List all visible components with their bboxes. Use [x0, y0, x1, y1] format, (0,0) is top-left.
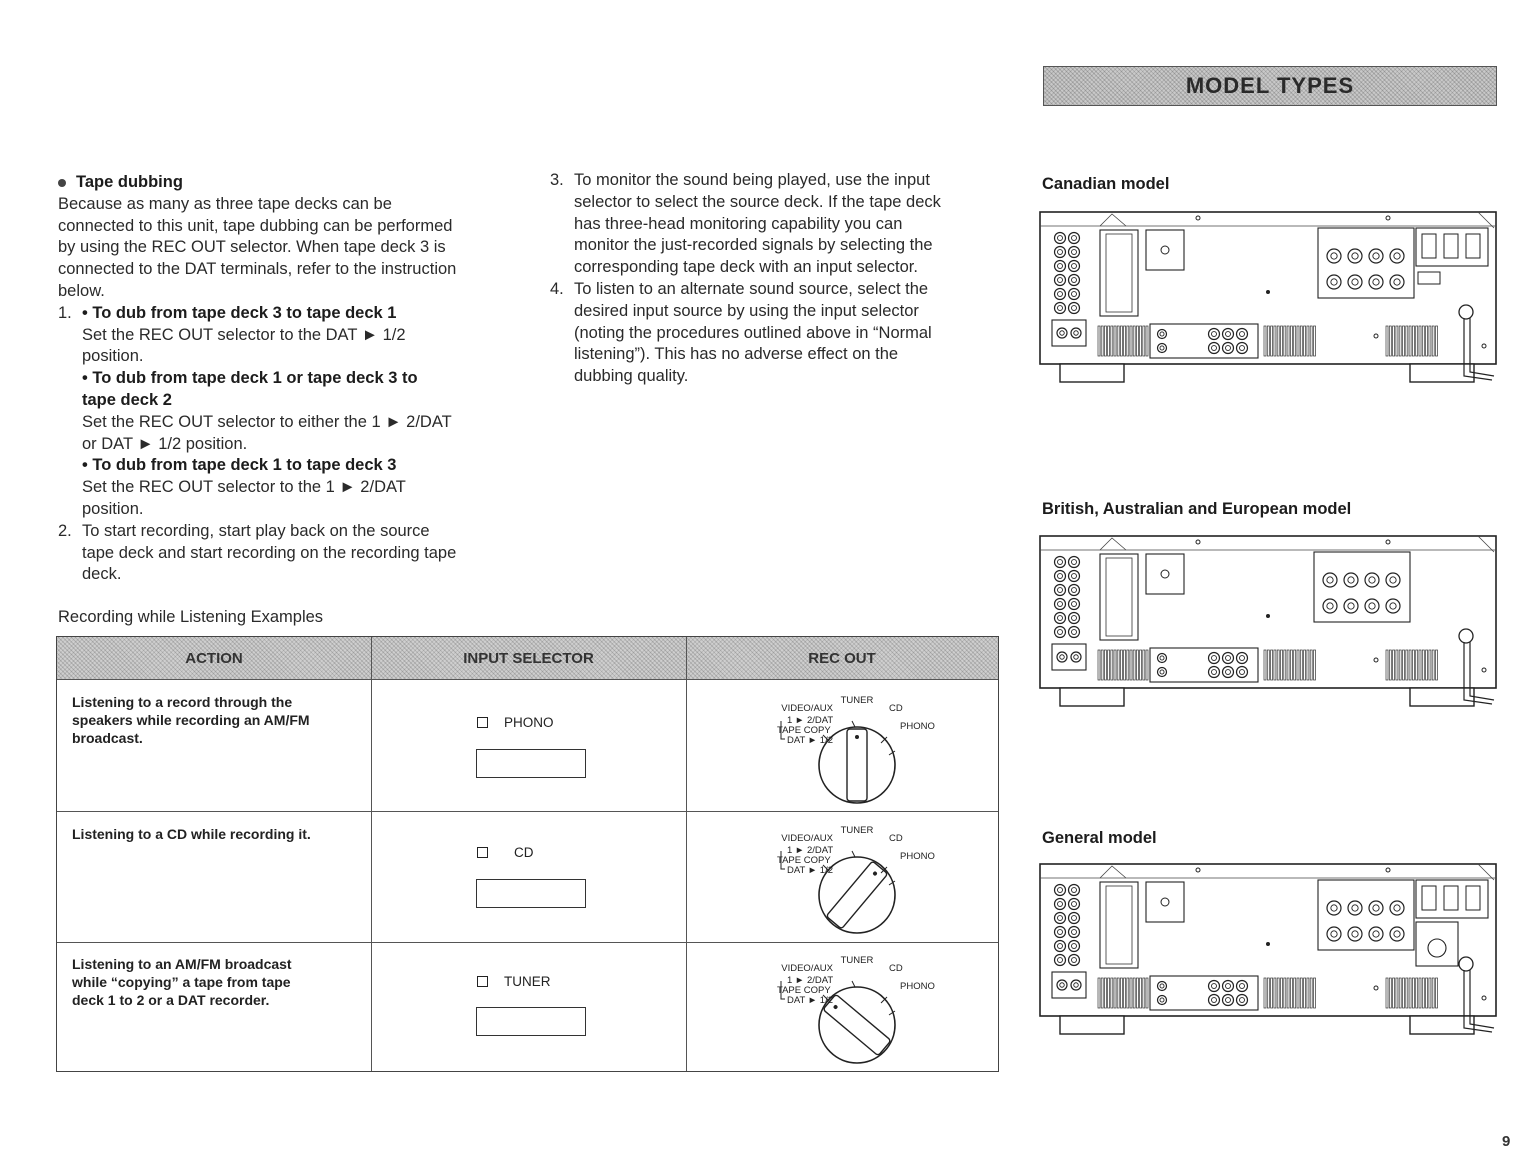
rca-jack	[1237, 667, 1248, 678]
step-text: corresponding tape deck with an input selector.	[574, 258, 918, 277]
rca-jack	[1055, 275, 1066, 286]
rca-jack	[1069, 913, 1080, 924]
action-text: Listening to a record through the speakers while recording an AM/FM broadcast.	[72, 694, 310, 746]
model-label-general: General model	[1042, 829, 1157, 847]
checkbox-icon	[477, 976, 488, 987]
step-1	[58, 303, 518, 521]
knob-pointer	[847, 729, 867, 801]
step-text: dubbing quality.	[574, 367, 689, 386]
voltage-selector	[1416, 922, 1458, 966]
rca-jack	[1158, 996, 1167, 1005]
substep-title: • To dub from tape deck 1 or tape deck 3 to	[82, 369, 418, 388]
step-text: To monitor the sound being played, use the input	[574, 171, 930, 189]
rec-out-selector-knob	[737, 947, 937, 1067]
rca-jack	[1365, 599, 1379, 613]
rca-jack	[1209, 995, 1220, 1006]
page-number: 9	[1502, 1133, 1511, 1150]
knob-label-tuner: TUNER	[840, 955, 874, 966]
rca-jack	[1223, 667, 1234, 678]
rca-jack	[1055, 885, 1066, 896]
row-divider	[57, 811, 998, 812]
rca-jack	[1158, 344, 1167, 353]
foot	[1060, 688, 1124, 706]
rca-jack	[1158, 982, 1167, 991]
rca-jack	[1055, 599, 1066, 610]
knob-label-1-2-dat: 1 ► 2/DAT	[787, 975, 834, 986]
rca-jack	[1323, 599, 1337, 613]
rca-jack	[1223, 981, 1234, 992]
section-banner	[1043, 66, 1497, 106]
step-text: listening”). This has no adverse effect on the	[574, 345, 899, 364]
rca-jack	[1223, 995, 1234, 1006]
rca-jack	[1069, 927, 1080, 938]
rec-out-selector-knob	[737, 817, 937, 937]
rca-jack	[1327, 927, 1341, 941]
power-cord-bushing	[1459, 629, 1473, 643]
recording-examples-table	[56, 636, 999, 1072]
knob-label-phono: PHONO	[900, 981, 935, 992]
rca-jack	[1327, 249, 1341, 263]
rca-jack	[1057, 652, 1067, 662]
section-heading: Tape dubbing	[58, 172, 518, 194]
general-model-rear-panel	[1038, 860, 1498, 1035]
european-model-rear-panel	[1038, 532, 1498, 707]
rca-jack	[1158, 654, 1167, 663]
rca-jack	[1327, 275, 1341, 289]
intro-line: by using the REC OUT selector. When tape deck 3 is	[58, 238, 446, 257]
rca-jack	[1055, 627, 1066, 638]
banner-title: MODEL TYPES	[1185, 73, 1355, 98]
rca-jack	[1055, 955, 1066, 966]
rca-jack	[1369, 275, 1383, 289]
rca-jack	[1237, 329, 1248, 340]
rca-jack	[1055, 913, 1066, 924]
rca-jack	[1209, 329, 1220, 340]
rca-jack	[1069, 955, 1080, 966]
display-box	[476, 879, 586, 908]
rca-jack	[1057, 328, 1067, 338]
knob-label-cd: CD	[889, 963, 903, 974]
model-label-canadian: Canadian model	[1042, 175, 1170, 193]
step-3	[550, 170, 1010, 279]
label-plate	[1418, 272, 1440, 284]
substep-title: • To dub from tape deck 3 to tape deck 1	[82, 303, 397, 322]
step-4	[550, 279, 1010, 388]
knob-label-tape-copy: TAPE COPY	[777, 855, 831, 866]
rca-jack	[1055, 557, 1066, 568]
rca-jack	[1071, 652, 1081, 662]
column-divider	[686, 637, 687, 1071]
rca-jack	[1237, 981, 1248, 992]
step-text: To start recording, start play back on the source	[82, 521, 430, 540]
knob-label-tape-copy: TAPE COPY	[777, 725, 831, 736]
rca-jack	[1348, 927, 1362, 941]
input-selector-value: PHONO	[477, 715, 554, 730]
substep-title: tape deck 2	[82, 390, 172, 409]
rca-jack	[1055, 941, 1066, 952]
rca-jack	[1069, 627, 1080, 638]
rca-jack	[1344, 573, 1358, 587]
knob-label-dat-1-2: DAT ► 1/2	[787, 995, 834, 1006]
rca-jack	[1069, 303, 1080, 314]
foot	[1060, 1016, 1124, 1034]
knob-label-dat-1-2: DAT ► 1/2	[787, 865, 834, 876]
rec-out-selector-knob	[737, 687, 937, 807]
table-header	[57, 637, 998, 680]
input-selector-value: TUNER	[477, 974, 551, 989]
step-number: 3.	[550, 171, 564, 189]
checkbox-icon	[477, 847, 488, 858]
substep-text: or DAT ► 1/2 position.	[82, 434, 248, 453]
rca-jack	[1055, 303, 1066, 314]
rca-jack	[1237, 343, 1248, 354]
rca-jack	[1071, 328, 1081, 338]
step-text: selector to select the source deck. If the tape deck	[574, 192, 941, 211]
rca-jack	[1369, 249, 1383, 263]
rca-jack	[1369, 901, 1383, 915]
rca-jack	[1209, 343, 1220, 354]
display-box	[476, 1007, 586, 1036]
rca-jack	[1069, 233, 1080, 244]
rca-jack	[1069, 885, 1080, 896]
rca-jack	[1069, 571, 1080, 582]
step-text: desired input source by using the input selector	[574, 301, 919, 320]
knob-label-video-aux: VIDEO/AUX	[781, 833, 833, 844]
substep-text: Set the REC OUT selector to either the 1 ► 2/DAT	[82, 412, 452, 431]
action-text: Listening to an AM/FM broadcast while “copying” a tape from tape deck 1 to 2 or a DAT recorder.	[72, 956, 292, 1008]
knob-label-tuner: TUNER	[840, 825, 874, 836]
ac-outlet	[1146, 882, 1184, 922]
ac-outlet	[1146, 554, 1184, 594]
bullet-icon	[58, 179, 66, 187]
rca-jack	[1209, 653, 1220, 664]
rca-jack	[1223, 329, 1234, 340]
step-2	[58, 521, 518, 586]
header-action: ACTION	[185, 649, 243, 667]
knob-label-video-aux: VIDEO/AUX	[781, 703, 833, 714]
power-cord-bushing	[1459, 957, 1473, 971]
rca-jack	[1069, 599, 1080, 610]
canadian-model-rear-panel	[1038, 208, 1498, 383]
rca-jack	[1069, 613, 1080, 624]
rca-jack	[1348, 901, 1362, 915]
substep-text: Set the REC OUT selector to the 1 ► 2/DAT	[82, 478, 406, 497]
rca-jack	[1069, 557, 1080, 568]
table-caption: Recording while Listening Examples	[58, 608, 324, 626]
knob-label-video-aux: VIDEO/AUX	[781, 963, 833, 974]
rca-jack	[1223, 653, 1234, 664]
rca-jack	[1209, 981, 1220, 992]
knob-label-tuner: TUNER	[840, 695, 874, 706]
substep-title: • To dub from tape deck 1 to tape deck 3	[82, 456, 397, 475]
substep-text: position.	[82, 347, 144, 366]
rca-jack	[1069, 899, 1080, 910]
step-number: 1.	[58, 303, 72, 322]
step-number: 2.	[58, 521, 72, 540]
column-divider	[371, 637, 372, 1071]
rca-jack	[1069, 275, 1080, 286]
rca-jack	[1055, 233, 1066, 244]
rca-jack	[1390, 901, 1404, 915]
tape-dubbing-section	[58, 172, 518, 586]
rca-jack	[1158, 330, 1167, 339]
ac-outlet	[1146, 230, 1184, 270]
substep-text: position.	[82, 499, 144, 518]
rca-jack	[1237, 995, 1248, 1006]
knob-label-1-2-dat: 1 ► 2/DAT	[787, 715, 834, 726]
rca-jack	[1386, 573, 1400, 587]
rca-jack	[1390, 927, 1404, 941]
knob-label-dat-1-2: DAT ► 1/2	[787, 735, 834, 746]
power-cord-bushing	[1459, 305, 1473, 319]
rca-jack	[1055, 247, 1066, 258]
intro-line: below.	[58, 281, 105, 300]
knob-label-tape-copy: TAPE COPY	[777, 985, 831, 996]
foot	[1060, 364, 1124, 382]
knob-label-phono: PHONO	[900, 721, 935, 732]
knob-label-1-2-dat: 1 ► 2/DAT	[787, 845, 834, 856]
rca-jack	[1055, 585, 1066, 596]
intro-line: Because as many as three tape decks can be	[58, 194, 392, 213]
rca-jack	[1057, 980, 1067, 990]
rca-jack	[1069, 289, 1080, 300]
rca-jack	[1069, 941, 1080, 952]
header-rec-out: REC OUT	[808, 649, 876, 667]
rca-jack	[1055, 289, 1066, 300]
rca-jack	[1055, 927, 1066, 938]
rca-jack	[1390, 275, 1404, 289]
rca-jack	[1386, 599, 1400, 613]
checkbox-icon	[477, 717, 488, 728]
tape-dubbing-continued	[550, 170, 1010, 388]
input-selector-value: CD	[477, 845, 534, 860]
intro-line: connected to this unit, tape dubbing can be performed	[58, 216, 453, 235]
action-text: Listening to a CD while recording it.	[72, 826, 311, 842]
rca-jack	[1327, 901, 1341, 915]
rca-jack	[1390, 249, 1404, 263]
knob-label-cd: CD	[889, 833, 903, 844]
rca-jack	[1069, 261, 1080, 272]
model-label-british: British, Australian and European model	[1042, 500, 1352, 518]
step-text: To listen to an alternate sound source, select the	[574, 279, 929, 298]
rca-jack	[1069, 247, 1080, 258]
rca-jack	[1323, 573, 1337, 587]
rca-jack	[1237, 653, 1248, 664]
display-box	[476, 749, 586, 778]
substep-text: Set the REC OUT selector to the DAT ► 1/2	[82, 325, 406, 344]
rca-jack	[1071, 980, 1081, 990]
step-number: 4.	[550, 279, 564, 298]
knob-label-phono: PHONO	[900, 851, 935, 862]
rca-jack	[1223, 343, 1234, 354]
step-text: (noting the procedures outlined above in “Normal	[574, 323, 932, 342]
step-text: has three-head monitoring capability you can	[574, 214, 903, 233]
rca-jack	[1055, 571, 1066, 582]
rca-jack	[1158, 668, 1167, 677]
rca-jack	[1348, 249, 1362, 263]
rca-jack	[1055, 613, 1066, 624]
header-input-selector: INPUT SELECTOR	[463, 649, 594, 667]
rca-jack	[1365, 573, 1379, 587]
knob-label-cd: CD	[889, 703, 903, 714]
rca-jack	[1069, 585, 1080, 596]
rca-jack	[1055, 261, 1066, 272]
rca-jack	[1055, 899, 1066, 910]
intro-line: connected to the DAT terminals, refer to the instruction	[58, 260, 457, 279]
row-divider	[57, 942, 998, 943]
rca-jack	[1344, 599, 1358, 613]
rca-jack	[1209, 667, 1220, 678]
rca-jack	[1369, 927, 1383, 941]
step-text: monitor the just-recorded signals by selecting the	[574, 236, 933, 255]
step-text: tape deck and start recording on the recording tape	[82, 543, 457, 562]
rca-jack	[1348, 275, 1362, 289]
step-text: deck.	[82, 565, 122, 584]
